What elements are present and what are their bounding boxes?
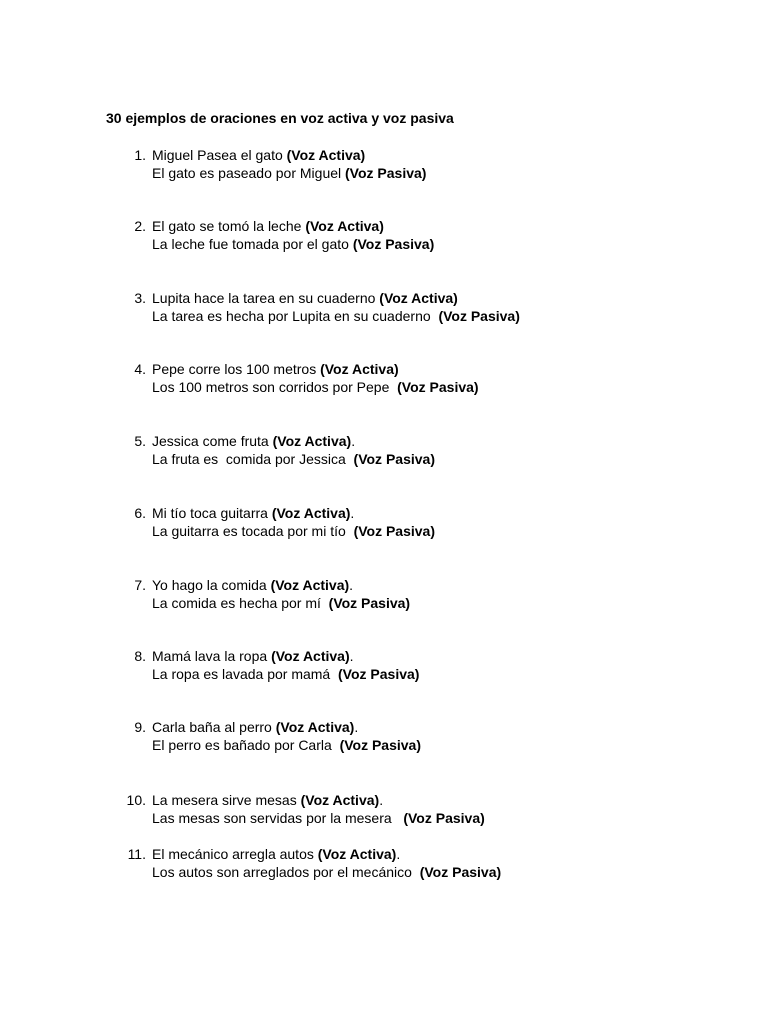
active-text: Mi tío toca guitarra bbox=[152, 505, 272, 521]
passive-voice-tag: (Voz Pasiva) bbox=[353, 523, 435, 539]
passive-voice-tag: (Voz Pasiva) bbox=[419, 864, 502, 880]
active-sentence bbox=[152, 146, 365, 164]
passive-text: La guitarra es tocada por mi tío bbox=[152, 523, 354, 539]
passive-sentence bbox=[152, 809, 485, 827]
active-text: Mamá lava la ropa bbox=[152, 648, 272, 664]
active-voice-tag: (Voz Activa) bbox=[272, 433, 352, 449]
active-sentence bbox=[152, 360, 399, 378]
active-voice-tag: (Voz Activa) bbox=[317, 846, 397, 862]
active-sentence bbox=[152, 647, 354, 665]
passive-text: El perro es bañado por Carla bbox=[152, 737, 340, 753]
active-suffix: . bbox=[379, 792, 384, 808]
item-number: 3. bbox=[134, 290, 146, 306]
active-text: Miguel Pasea el gato bbox=[152, 147, 287, 163]
passive-voice-tag: (Voz Pasiva) bbox=[438, 308, 520, 324]
passive-voice-tag: (Voz Pasiva) bbox=[403, 810, 485, 826]
active-voice-tag: (Voz Activa) bbox=[270, 577, 350, 593]
active-sentence bbox=[152, 217, 384, 235]
passive-text: Los autos son arreglados por el mecánico bbox=[152, 864, 420, 880]
passive-voice-tag: (Voz Pasiva) bbox=[352, 236, 435, 252]
passive-text: Los 100 metros son corridos por Pepe bbox=[152, 379, 398, 395]
item-number: 1. bbox=[134, 147, 146, 163]
passive-sentence bbox=[152, 736, 421, 754]
active-suffix: . bbox=[349, 577, 354, 593]
passive-sentence bbox=[152, 594, 410, 612]
active-text: Lupita hace la tarea en su cuaderno bbox=[152, 290, 380, 306]
active-text: Yo hago la comida bbox=[152, 577, 271, 593]
active-suffix: . bbox=[350, 505, 355, 521]
active-voice-tag: (Voz Activa) bbox=[300, 792, 380, 808]
active-voice-tag: (Voz Activa) bbox=[305, 218, 384, 234]
active-text: Pepe corre los 100 metros bbox=[152, 361, 321, 377]
document-title: 30 ejemplos de oraciones en voz activa y voz pasiva bbox=[106, 110, 454, 126]
passive-sentence bbox=[152, 235, 434, 253]
active-suffix: . bbox=[354, 719, 359, 735]
passive-text: La fruta es comida por Jessica bbox=[152, 451, 354, 467]
passive-voice-tag: (Voz Pasiva) bbox=[345, 165, 427, 181]
item-number: 11. bbox=[127, 846, 146, 862]
passive-voice-tag: (Voz Pasiva) bbox=[353, 451, 435, 467]
item-number: 7. bbox=[134, 577, 146, 593]
active-sentence bbox=[152, 576, 353, 594]
active-text: Jessica come fruta bbox=[152, 433, 273, 449]
passive-sentence bbox=[152, 450, 435, 468]
passive-voice-tag: (Voz Pasiva) bbox=[338, 666, 420, 682]
active-text: El mecánico arregla autos bbox=[152, 846, 318, 862]
passive-sentence bbox=[152, 378, 479, 396]
active-sentence bbox=[152, 718, 358, 736]
passive-sentence bbox=[152, 164, 426, 182]
active-suffix: . bbox=[396, 846, 401, 862]
active-suffix: . bbox=[351, 433, 356, 449]
active-suffix: . bbox=[349, 648, 354, 664]
active-voice-tag: (Voz Activa) bbox=[271, 648, 350, 664]
item-number: 4. bbox=[134, 361, 146, 377]
passive-text: La comida es hecha por mí bbox=[152, 595, 329, 611]
item-number: 8. bbox=[134, 648, 146, 664]
passive-sentence bbox=[152, 863, 501, 881]
passive-voice-tag: (Voz Pasiva) bbox=[339, 737, 421, 753]
passive-voice-tag: (Voz Pasiva) bbox=[397, 379, 479, 395]
passive-text: La tarea es hecha por Lupita en su cuaderno bbox=[152, 308, 439, 324]
active-sentence bbox=[152, 432, 355, 450]
active-voice-tag: (Voz Activa) bbox=[286, 147, 366, 163]
passive-voice-tag: (Voz Pasiva) bbox=[328, 595, 411, 611]
active-voice-tag: (Voz Activa) bbox=[275, 719, 355, 735]
active-voice-tag: (Voz Activa) bbox=[271, 505, 351, 521]
item-number: 2. bbox=[134, 218, 146, 234]
active-text: El gato se tomó la leche bbox=[152, 218, 306, 234]
active-sentence bbox=[152, 791, 383, 809]
passive-sentence bbox=[152, 522, 435, 540]
active-sentence bbox=[152, 289, 458, 307]
item-number: 5. bbox=[134, 433, 146, 449]
passive-text: La ropa es lavada por mamá bbox=[152, 666, 338, 682]
item-number: 6. bbox=[134, 505, 146, 521]
passive-text: Las mesas son servidas por la mesera bbox=[152, 810, 404, 826]
active-text: La mesera sirve mesas bbox=[152, 792, 301, 808]
active-sentence bbox=[152, 845, 400, 863]
item-number: 9. bbox=[134, 719, 146, 735]
active-text: Carla baña al perro bbox=[152, 719, 276, 735]
passive-text: El gato es paseado por Miguel bbox=[152, 165, 346, 181]
passive-sentence bbox=[152, 307, 520, 325]
active-sentence bbox=[152, 504, 354, 522]
passive-text: La leche fue tomada por el gato bbox=[152, 236, 353, 252]
active-voice-tag: (Voz Activa) bbox=[320, 361, 399, 377]
passive-sentence bbox=[152, 665, 419, 683]
active-voice-tag: (Voz Activa) bbox=[379, 290, 458, 306]
item-number: 10. bbox=[126, 792, 146, 808]
